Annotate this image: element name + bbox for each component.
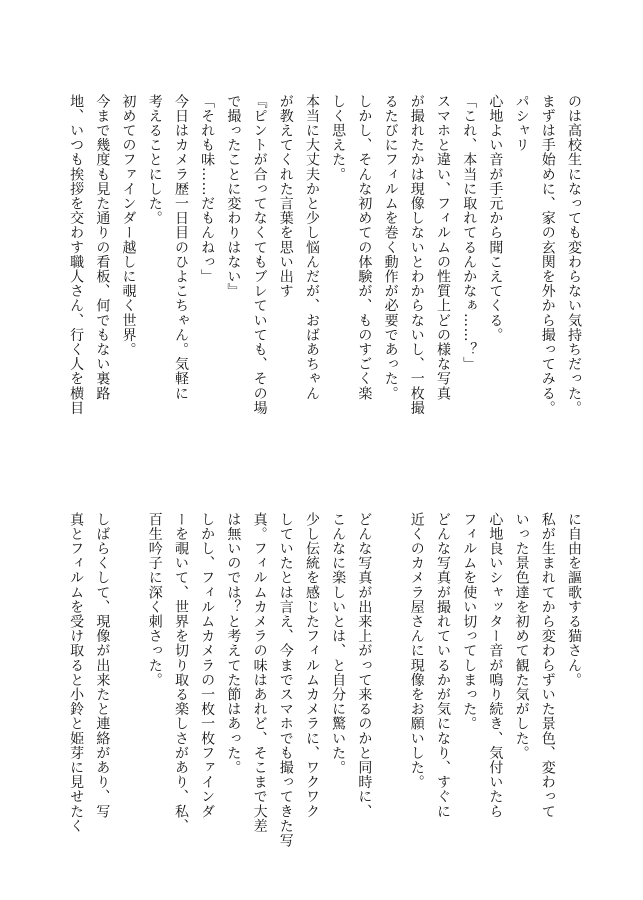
bottom-text-block [63, 512, 587, 848]
text-line: 心地よい音が手元から聞こえてくる。 [487, 94, 504, 343]
text-line: していたとは言え、今までスマホでも撮ってきた写 [277, 512, 294, 848]
text-line: どんな写真が撮れているかが気になり、すぐに [434, 512, 451, 819]
text-line: 考えることにした。 [146, 94, 163, 226]
text-line: で撮ったことに変わりはない』 [225, 94, 242, 299]
text-line: 「それも味……だもんねっ」 [199, 94, 216, 284]
text-line: 今まで幾度も見た通りの看板、何でもない裏路 [94, 94, 111, 401]
text-line: が撮れたかは現像しないとわからないし、一枚撮 [408, 94, 425, 416]
text-line: まずは手始めに、家の玄関を外から撮ってみる。 [539, 94, 556, 416]
text-line: 地、いつも挨拶を交わす職人さん、行く人を横目 [68, 94, 85, 416]
text-line: 本当に大丈夫かと少し悩んだが、おばあちゃん [303, 94, 320, 401]
text-line: 少し伝統を感じたフィルムカメラに、ワクワク [303, 512, 320, 819]
text-line: パシャリ [513, 94, 530, 153]
text-line: スマホと違い、フィルムの性質上どの様な写真 [434, 94, 451, 401]
top-text-block [63, 94, 587, 416]
text-line: 真。フィルムカメラの味はあれど、そこまで大差 [251, 512, 268, 834]
text-line: 初めてのファインダー越しに覗く世界。 [120, 94, 137, 357]
text-line: しく思えた。 [330, 94, 347, 182]
blank-line [115, 512, 141, 817]
text-line: 真とフィルムを受け取ると小鈴と姫芽に見せたく [68, 512, 85, 834]
text-line: しばらくして、現像が出来たと連絡があり、写 [94, 512, 111, 819]
text-line: ーを覗いて、世界を切り取る楽しさがあり、私、 [172, 512, 189, 834]
text-line: しかし、そんな初めての体験が、ものすごく楽 [356, 94, 373, 401]
text-line: 私が生まれてから変わらずいた景色、変わって [539, 512, 556, 819]
text-line: 『ピントが合ってなくてもブレていても、その場 [251, 94, 268, 416]
text-line: のは高校生になっても変わらない気持ちだった。 [566, 94, 582, 416]
text-line: 今日はカメラ歴一日目のひよこちゃん。気軽に [172, 94, 189, 401]
blank-line [377, 512, 403, 817]
text-line: に自由を謳歌する猫さん。 [566, 512, 582, 688]
text-line: どんな写真が出来上がって来るのかと同時に、 [356, 512, 373, 819]
text-line: フィルムを使い切ってしまった。 [461, 512, 478, 731]
text-line: いった景色達を初めて観た気がした。 [513, 512, 530, 761]
text-line: 百生吟子に深く刺さった。 [146, 512, 163, 688]
text-line: こんなに楽しいとは、と自分に驚いた。 [330, 512, 347, 775]
text-line: は無いのでは？と考えてた節はあった。 [225, 512, 242, 775]
text-line: 「これ、本当に取れてるんかなぁ……？」 [461, 94, 478, 372]
text-line: るたびにフィルムを巻く動作が必要であった。 [382, 94, 399, 401]
text-line: 心地良いシャッター音が鳴り続き、気付いたら [487, 512, 504, 819]
text-line: しかし、フィルムカメラの一枚一枚ファインダ [199, 512, 216, 819]
text-line: が教えてくれた言葉を思い出す [277, 94, 294, 299]
text-line: 近くのカメラ屋さんに現像をお願いした。 [408, 512, 425, 790]
